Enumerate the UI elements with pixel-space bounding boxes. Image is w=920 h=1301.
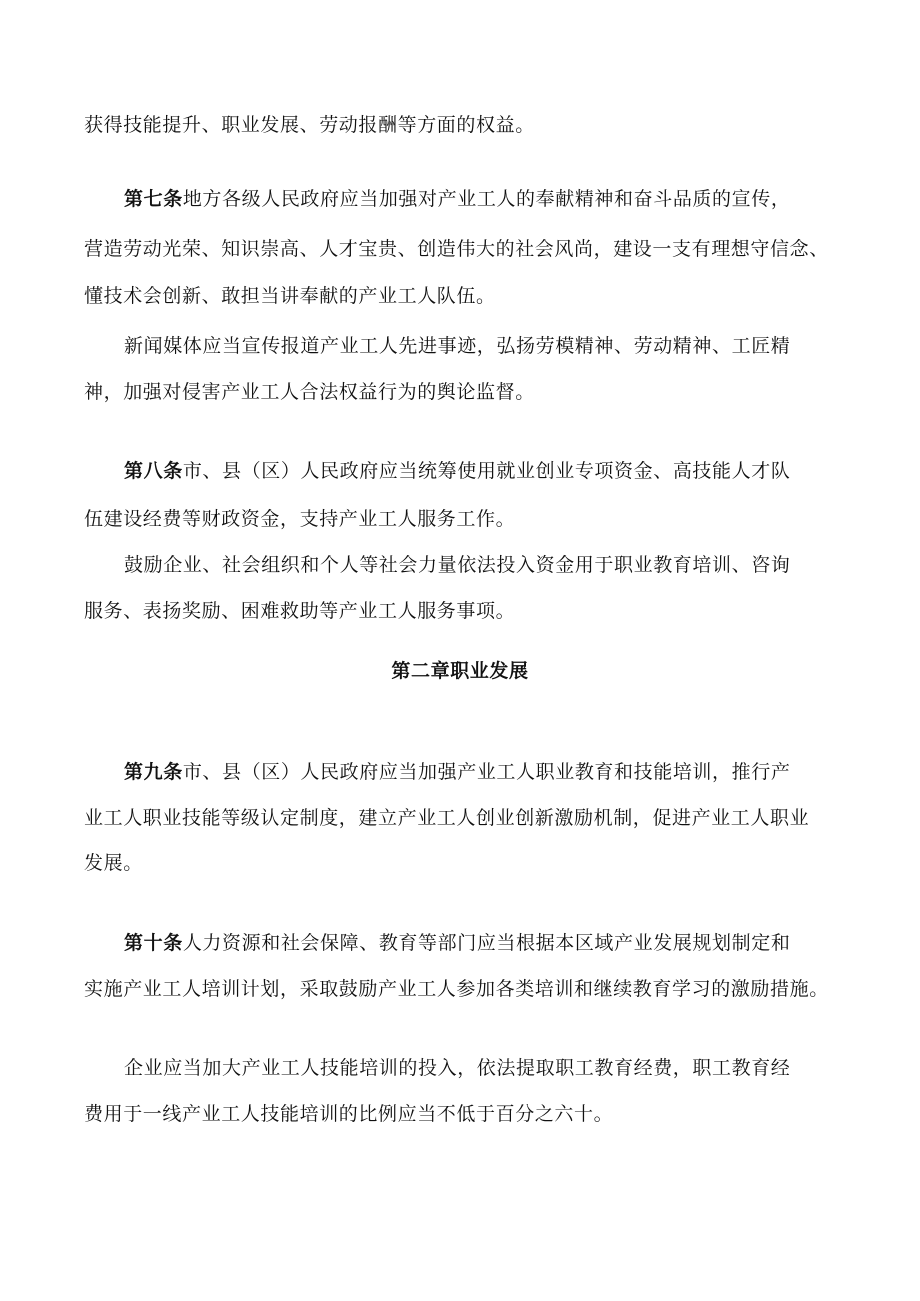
article-8-text-1: 市、县（区）人民政府应当统筹使用就业创业专项资金、高技能人才队	[182, 460, 791, 482]
article-8-line-2: 伍建设经费等财政资金，支持产业工人服务工作。	[84, 508, 516, 530]
article-10-para2-line-1: 企业应当加大产业工人技能培训的投入，依法提取职工教育经费，职工教育经	[124, 1057, 791, 1079]
article-7-line-1	[124, 186, 790, 212]
article-7-text-1: 地方各级人民政府应当加强对产业工人的奉献精神和奋斗品质的宣传，	[182, 188, 791, 210]
article-9-text-1: 市、县（区）人民政府应当加强产业工人职业教育和技能培训，推行产	[182, 761, 791, 783]
article-7-para2-line-1: 新闻媒体应当宣传报道产业工人先进事迹，弘扬劳模精神、劳动精神、工匠精	[124, 335, 791, 357]
article-9-line-3: 发展。	[84, 852, 143, 874]
article-7-line-3: 懂技术会创新、敢担当讲奉献的产业工人队伍。	[84, 285, 496, 307]
article-9-line-1	[124, 759, 790, 785]
article-8-para2-line-1: 鼓励企业、社会组织和个人等社会力量依法投入资金用于职业教育培训、咨询	[124, 554, 791, 576]
article-8-line-1	[124, 458, 790, 484]
article-10-text-1: 人力资源和社会保障、教育等部门应当根据本区域产业发展规划制定和	[182, 932, 791, 954]
article-10-label: 第十条	[124, 932, 183, 954]
article-7-label: 第七条	[124, 188, 183, 210]
article-10-line-1	[124, 930, 790, 956]
article-7-line-2: 营造劳动光荣、知识崇高、人才宝贵、创造伟大的社会风尚，建设一支有理想守信念、	[84, 238, 829, 260]
article-7-para2-line-2: 神，加强对侵害产业工人合法权益行为的舆论监督。	[84, 381, 535, 403]
article-9-line-2: 业工人职业技能等级认定制度，建立产业工人创业创新激励机制，促进产业工人职业	[84, 807, 810, 829]
article-9-label: 第九条	[124, 761, 183, 783]
article-10-line-2: 实施产业工人培训计划，采取鼓励产业工人参加各类培训和继续教育学习的激励措施。	[84, 978, 829, 1000]
article-10-para2-line-2: 费用于一线产业工人技能培训的比例应当不低于百分之六十。	[84, 1103, 614, 1125]
chapter-2-title: 第二章职业发展	[391, 660, 529, 682]
article-8-para2-line-2: 服务、表扬奖励、困难救助等产业工人服务事项。	[84, 600, 516, 622]
article-8-label: 第八条	[124, 460, 183, 482]
carryover-line-1: 获得技能提升、职业发展、劳动报酬等方面的权益。	[84, 114, 535, 136]
